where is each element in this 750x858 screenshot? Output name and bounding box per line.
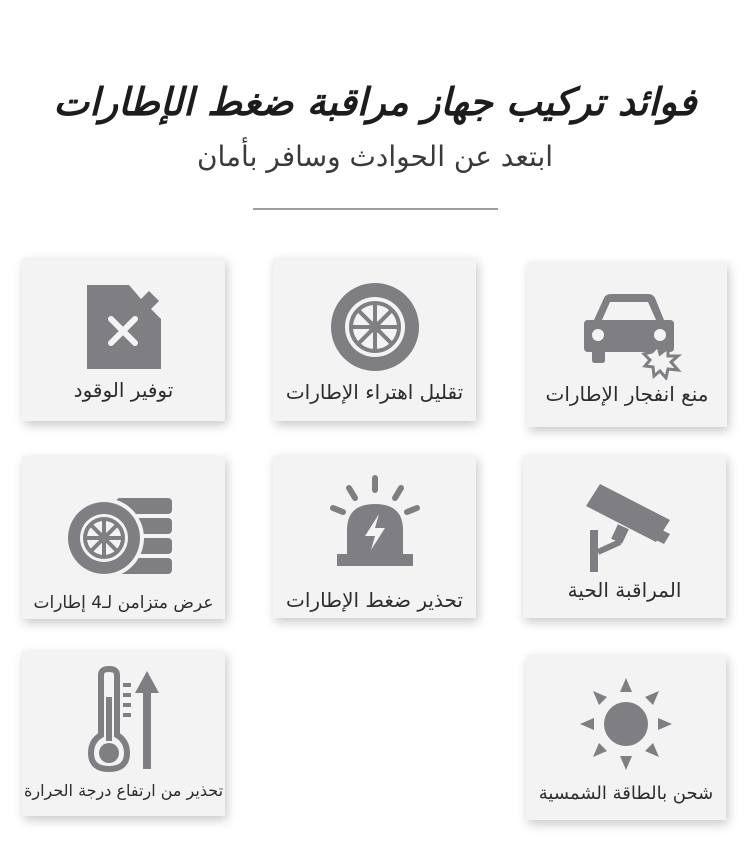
feature-card-solar-charging [526, 655, 726, 820]
feature-label: توفير الوقود [73, 378, 174, 402]
divider [253, 208, 498, 210]
feature-label: تقليل اهتراء الإطارات [285, 380, 464, 404]
page-title: فوائد تركيب جهاز مراقبة ضغط الإطارات [53, 80, 697, 124]
feature-card-live-monitoring [523, 455, 726, 618]
feature-label: تحذير ضغط الإطارات [286, 588, 463, 612]
feature-label: تحذير من ارتفاع درجة الحرارة [23, 781, 224, 800]
feature-label: منع انفجار الإطارات [545, 382, 709, 406]
feature-card-high-temp-warning [22, 651, 225, 816]
security-camera-icon [523, 473, 726, 583]
car-collision-icon [527, 280, 727, 390]
feature-card-pressure-warning [273, 455, 476, 618]
feature-label: المراقبة الحية [567, 578, 682, 602]
header [0, 0, 750, 230]
stacked-tires-icon [22, 480, 225, 590]
feature-card-reduce-wear [273, 258, 476, 421]
feature-card-fuel-saving [22, 258, 225, 421]
sun-icon [526, 669, 726, 779]
feature-card-four-tire-display [22, 456, 225, 619]
feature-label: عرض متزامن لـ4 إطارات [33, 593, 214, 613]
feature-label: شحن بالطاقة الشمسية [538, 783, 714, 804]
page-subtitle: ابتعد عن الحوادث وسافر بأمان [196, 140, 554, 173]
fuel-can-icon [22, 272, 225, 382]
tire-icon [273, 272, 476, 382]
thermometer-icon [22, 665, 225, 775]
alarm-light-icon [273, 467, 476, 577]
feature-card-prevent-blowout [527, 262, 727, 427]
